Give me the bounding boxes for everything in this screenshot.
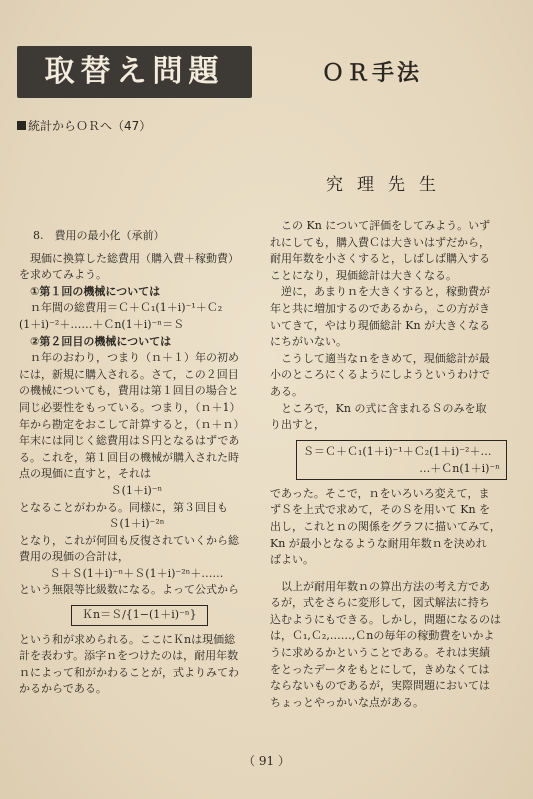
series-text: 統計からＯＲへ（47） [28, 119, 152, 133]
author-name: 究理先生 [326, 175, 450, 195]
text-line: 年と共に増加するのであるから，この方がき [270, 301, 490, 315]
text-line: かるからである。 [19, 682, 107, 696]
text-line: ある。 [270, 384, 303, 398]
paragraph-gap [270, 569, 515, 579]
text-line: ｎ年のおわり，つまり（ｎ＋１）年の初め [30, 351, 239, 365]
left-column [19, 228, 254, 698]
text-line: この Kn について評価をしてみよう。いず [281, 219, 491, 232]
text-line: ところで，Kn の式に含まれるＳのみを取 [281, 401, 487, 415]
text-line: ずＳを上式で求めて，そのＳを用いて Kn を [270, 503, 491, 517]
text-line: 年から勘定をおこして計算すると，（ｎ＋ｎ） [19, 417, 245, 431]
page-number: （ 91 ） [243, 754, 290, 768]
formula-line: (1＋i)⁻²＋……＋Ｃn(1＋i)⁻ⁿ＝Ｓ [19, 317, 185, 331]
text-line: 計を表わす。添字ｎをつけたのは，耐用年数 [19, 649, 239, 663]
text-line: となり，これが何回も反復されていくから総 [19, 533, 239, 547]
subheading: ②第２回目の機械については [30, 334, 172, 348]
text-line: 年末には同じく総費用はＳ円となるはずであ [19, 434, 240, 448]
text-line: り出すと， [270, 418, 325, 432]
formula-line: Ｓ(1＋i)⁻ⁿ [110, 483, 163, 497]
formula-line: Ｓ＋Ｓ(1＋i)⁻ⁿ＋Ｓ(1＋i)⁻²ⁿ＋…… [49, 566, 224, 580]
text-line: 出し，これとｎの関係をグラフに描いてみて， [270, 519, 501, 533]
text-line: ことになり，現価総計は大きくなる。 [270, 268, 457, 282]
formula-line: …＋Ｃn(1＋i)⁻ⁿ [419, 461, 500, 475]
article-title: 取替え問題 [44, 54, 225, 89]
text-line: にちがいない。 [270, 335, 347, 349]
text-line: という無限等比級数になる。よって公式から [19, 583, 239, 597]
text-line: 費用の現価の合計は， [19, 550, 129, 564]
formula-line: ｎ年間の総費用＝Ｃ＋Ｃ₁(1＋i)⁻¹＋Ｃ₂ [30, 301, 223, 315]
text-line: れにしても，購入費Ｃは大きいはずだから， [270, 235, 490, 249]
text-line: であった。そこで，ｎをいろいろ変えて，ま [270, 486, 490, 500]
formula-line: Ｓ＝Ｃ＋Ｃ₁(1＋i)⁻¹＋Ｃ₂(1＋i)⁻²＋… [303, 444, 492, 458]
text-line: 点の現価に直すと，それは [19, 467, 151, 481]
title-banner [17, 46, 252, 98]
subheading: ①第１回の機械については [30, 284, 161, 298]
text-line: ちょっとやっかいな点がある。 [270, 695, 424, 709]
text-line: 小のところにくるようにしようというわけで [270, 368, 490, 382]
text-line: ならないものであるが，実際問題においては [270, 679, 490, 693]
text-line: を求めてみよう。 [19, 268, 107, 282]
boxed-formula: Ｋn＝Ｓ/{1−(1＋i)⁻ⁿ} [71, 605, 208, 626]
text-line: ｎによって和がかわることが，式よりみてわ [19, 665, 239, 679]
text-line: 耐用年数を小さくすると，しばしば購入する [270, 252, 490, 266]
text-line: 以上が耐用年数ｎの算出方法の考え方であ [281, 579, 490, 593]
boxed-formula [296, 440, 507, 480]
text-line: うに求めるかということである。それは実績 [270, 646, 490, 660]
text-line: ばよい。 [270, 553, 314, 567]
text-line: いてきて，やはり現価総計 Kn が大きくなる [270, 318, 491, 332]
text-line: をとったデータをもとにして，きめなくては [270, 662, 490, 676]
formula-line: Ｓ(1＋i)⁻²ⁿ [108, 517, 165, 531]
square-bullet-icon [17, 121, 26, 130]
article-category: ＯＲ手法 [322, 61, 423, 86]
text-line: 同じ必要性をもっている。つまり，（ｎ＋1） [19, 400, 241, 414]
text-line: には，新規に購入される。さて，この２回目 [19, 367, 239, 381]
text-line: Kn が最小となるような耐用年数ｎを決めれ [270, 536, 487, 550]
text-line: という和が求められる。ここにＫnは現価総 [19, 632, 236, 646]
right-column [270, 218, 515, 711]
text-line: となることがわかる。同様に，第３回目も [19, 500, 228, 514]
text-line: の機械についても，費用は第１回目の場合と [19, 384, 239, 398]
text-line: 込むようにもできる。しかし，問題になるのは [270, 612, 501, 626]
text-line: 逆に，あまりｎを大きくすると，稼動費が [281, 285, 490, 299]
text-line: は，Ｃ₁,Ｃ₂,……,Ｃnの毎年の稼動費をいかよ [270, 629, 495, 643]
section-title: 8. 費用の最小化（承前） [33, 229, 165, 242]
series-label [17, 117, 151, 134]
text-line: 現価に換算した総費用（購入費＋稼動費） [30, 251, 239, 265]
text-line: るが，式をさらに変形して，図式解法に持ち [270, 596, 490, 610]
text-line: こうして適当なｎをきめて，現価総計が最 [281, 351, 490, 365]
text-line: る。これを，第１回目の機械が購入された時 [19, 450, 239, 464]
